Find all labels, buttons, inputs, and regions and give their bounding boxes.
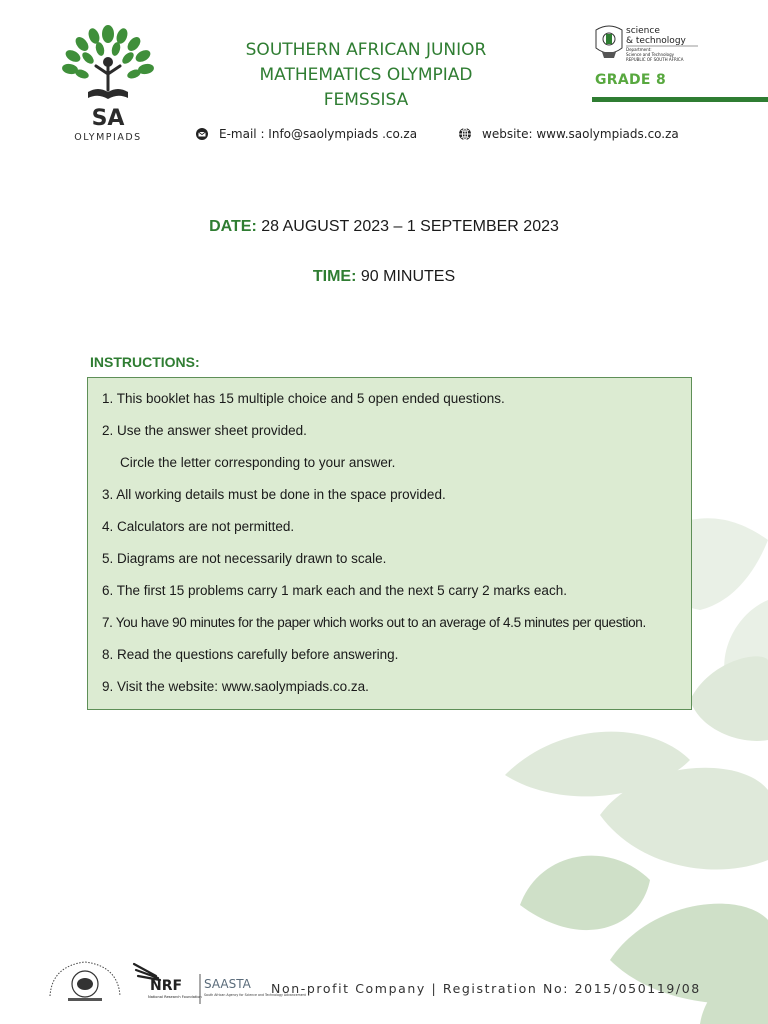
instruction-item: 2. Use the answer sheet provided.	[102, 423, 307, 438]
science-technology-department-logo	[592, 22, 704, 66]
instruction-item: 5. Diagrams are not necessarily drawn to scale.	[102, 551, 387, 566]
email-label[interactable]: E-mail : Info@saolympiads .co.za	[219, 127, 418, 141]
grade-label: GRADE 8	[595, 72, 667, 88]
svg-text:National Research Foundation: National Research Foundation	[148, 995, 202, 999]
time-value: 90 MINUTES	[356, 268, 456, 285]
svg-text:SAASTA: SAASTA	[204, 977, 251, 991]
grade-divider	[592, 97, 768, 102]
instruction-item: 4. Calculators are not permitted.	[102, 519, 295, 534]
svg-text:Department:: Department:	[626, 47, 652, 52]
exam-date	[0, 218, 768, 236]
saasta-logo	[200, 972, 306, 1006]
instruction-item: 6. The first 15 problems carry 1 mark each and the next 5 carry 2 marks each.	[102, 583, 567, 598]
time-key: TIME:	[312, 268, 357, 285]
title-line-2: MATHEMATICS OLYMPIAD	[259, 65, 473, 85]
email-icon	[195, 127, 209, 141]
date-value: 28 AUGUST 2023 – 1 SEPTEMBER 2023	[256, 218, 559, 235]
email-contact[interactable]	[195, 125, 417, 143]
title-line-1: SOUTHERN AFRICAN JUNIOR	[245, 40, 487, 60]
instruction-item: 1. This booklet has 15 multiple choice and 5 open ended questions.	[102, 391, 505, 406]
svg-text:South African Agency for Scien: South African Agency for Science and Technology Advancement	[204, 993, 306, 997]
nrf-logo	[130, 958, 202, 1002]
olympiad-title	[196, 38, 536, 113]
femssisa-seal-logo	[42, 956, 128, 1006]
svg-text:& technology: & technology	[626, 36, 686, 46]
instruction-item: 9. Visit the website: www.saolympiads.co.za.	[102, 679, 369, 694]
instructions-box	[87, 377, 692, 710]
website-label[interactable]: website: www.saolympiads.co.za	[482, 127, 679, 141]
instruction-item: 8. Read the questions carefully before answering.	[102, 647, 399, 662]
globe-icon	[458, 127, 472, 141]
website-contact[interactable]	[458, 125, 679, 143]
svg-text:Science and Technology: Science and Technology	[626, 52, 674, 57]
instruction-item: 3. All working details must be done in the space provided.	[102, 487, 446, 502]
registration-footer: Non-profit Company | Registration No: 2015/050119/08	[271, 981, 701, 996]
instruction-item: Circle the letter corresponding to your answer.	[120, 455, 396, 470]
exam-time	[0, 268, 768, 286]
svg-text:OLYMPIADS: OLYMPIADS	[74, 132, 142, 143]
svg-text:REPUBLIC OF SOUTH AFRICA: REPUBLIC OF SOUTH AFRICA	[626, 57, 684, 62]
date-key: DATE:	[209, 218, 257, 235]
instruction-item: 7. You have 90 minutes for the paper which works out to an average of 4.5 minutes per question.	[102, 615, 646, 630]
title-line-3: FEMSSISA	[323, 90, 409, 110]
svg-text:SA: SA	[91, 106, 125, 131]
svg-text:science: science	[626, 26, 660, 36]
instructions-heading: INSTRUCTIONS:	[90, 354, 200, 370]
svg-text:NRF: NRF	[150, 978, 183, 994]
sa-olympiads-logo	[58, 22, 158, 144]
